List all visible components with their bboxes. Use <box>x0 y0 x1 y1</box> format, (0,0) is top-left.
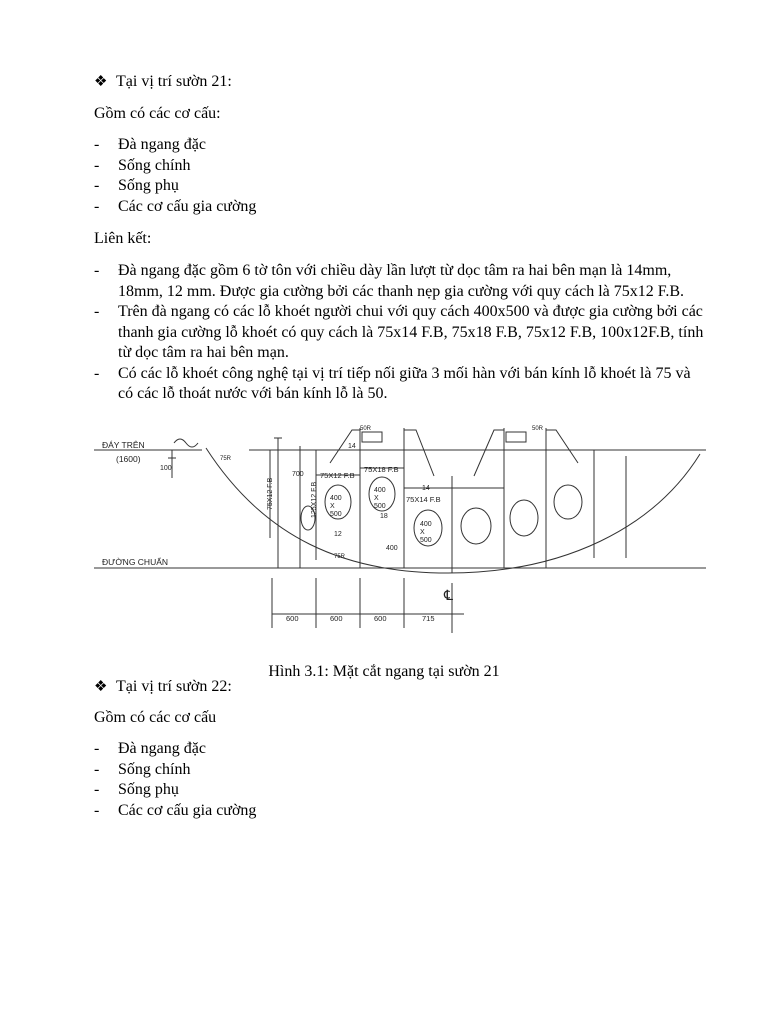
dim-400: 400 <box>386 545 398 552</box>
structure-intro: Gồm có các cơ cấu: <box>94 105 221 122</box>
list-item: - Sống chính <box>94 156 191 174</box>
dim-100: 100 <box>160 465 172 472</box>
radius-50-left: 50R <box>360 426 372 432</box>
diamond-bullet-icon: ❖ <box>94 74 108 90</box>
section-heading-frame-21 <box>94 72 232 92</box>
figure-caption: Hình 3.1: Mặt cắt ngang tại sườn 21 <box>268 663 500 680</box>
inner-bottom-label: ĐÁY TRÊN <box>102 440 145 450</box>
fb-label-75x12: 75X12 F.B <box>320 471 355 480</box>
fb-label-75x12-vertical: 75X12 F.B <box>267 477 274 510</box>
list-item: - Các cơ cấu gia cường <box>94 802 257 820</box>
cross-section-drawing <box>94 418 706 636</box>
section-heading-frame-22 <box>94 677 232 697</box>
fb-label-125x12: 125X12 F.B <box>311 481 318 518</box>
structure-list-frame-22 <box>94 739 704 822</box>
heading-text: Tại vị trí sườn 21: <box>116 73 232 90</box>
thickness-12: 12 <box>334 531 342 538</box>
radius-50-right: 50R <box>532 426 544 432</box>
list-item: - Có các lỗ khoét công nghệ tại vị trí tiếp nối giữa 3 mối hàn với bán kính lỗ khoét là 75 và có các lỗ thoát nước với bán kính lỗ là 50. <box>94 364 691 402</box>
list-item: - Đà ngang đặc gồm 6 tờ tôn với chiều dày lần lượt từ dọc tâm ra hai bên mạn là 14mm, 18mm, 12 mm. Được gia cường bởi các thanh nẹp gia cường với quy cách là 75x12 F.B. <box>94 262 685 300</box>
hole-label-1: 400 X 500 <box>330 495 342 518</box>
baseline-label: ĐƯỜNG CHUẨN <box>102 557 169 567</box>
centerline-symbol: ℄ <box>444 587 453 603</box>
spacing-715: 715 <box>422 614 435 623</box>
hole-label-2: 400 X 500 <box>420 521 432 544</box>
list-item: - Các cơ cấu gia cường <box>94 198 257 216</box>
thickness-14a: 14 <box>348 443 356 450</box>
spacing-600-1: 600 <box>286 614 299 623</box>
diamond-bullet-icon: ❖ <box>94 679 108 695</box>
list-item: - Đà ngang đặc <box>94 136 206 153</box>
list-item: - Sống phụ <box>94 177 179 195</box>
dim-700: 700 <box>292 471 304 478</box>
radius-75-bottom: 75R <box>334 554 346 560</box>
thickness-18: 18 <box>380 513 388 520</box>
inner-bottom-height: (1600) <box>116 454 141 464</box>
fb-label-75x18: 75X18 F.B <box>364 465 399 474</box>
structure-list-frame-21 <box>94 135 704 218</box>
spacing-600-3: 600 <box>374 614 387 623</box>
thickness-14b: 14 <box>422 485 430 492</box>
hole-label-3: 400 X 500 <box>374 487 386 510</box>
radius-75-left: 75R <box>220 456 232 462</box>
spacing-600-2: 600 <box>330 614 343 623</box>
fb-label-75x14: 75X14 F.B <box>406 495 441 504</box>
list-item: - Sống phụ <box>94 781 179 799</box>
heading-text: Tại vị trí sườn 22: <box>116 678 232 695</box>
list-item: - Đà ngang đặc <box>94 740 206 757</box>
connection-list <box>94 261 704 405</box>
list-item: - Sống chính <box>94 760 191 778</box>
connection-label: Liên kết: <box>94 230 152 247</box>
list-item: - Trên đà ngang có các lỗ khoét người chui với quy cách 400x500 và được gia cường bởi các thanh gia cường lỗ khoét có quy cách là 75x14 F.B, 75x18 F.B, 75x12 F.B, 100x12F.B, tính từ dọc tâm ra hai bên mạn. <box>94 303 704 361</box>
structure-intro-2: Gồm có các cơ cấu <box>94 709 217 726</box>
